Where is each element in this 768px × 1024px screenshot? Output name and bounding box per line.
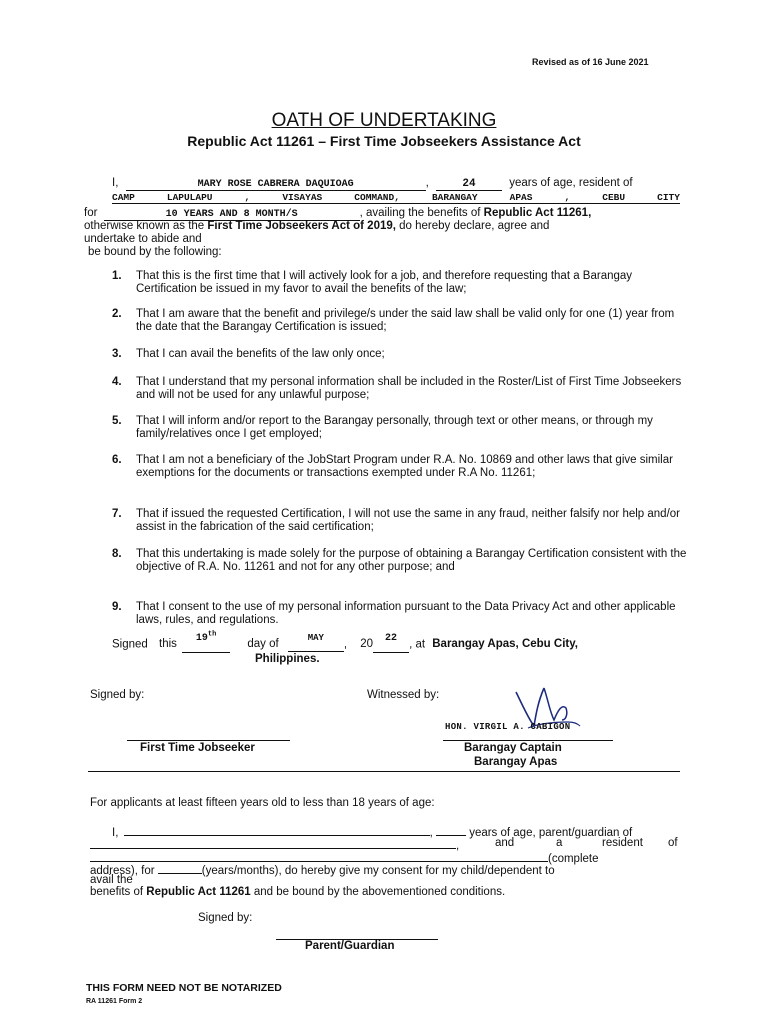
undertaking-item	[112, 308, 682, 333]
minor-heading: For applicants at least fifteen years old to less than 18 years of age:	[90, 797, 435, 809]
section-divider	[88, 771, 680, 772]
jobseeker-signature-line	[127, 740, 290, 741]
signed-word: Signed	[112, 638, 148, 651]
dependent-address-field	[90, 850, 548, 862]
addr-word: LAPULAPU	[166, 192, 213, 203]
captain-label: Barangay Captain	[464, 742, 562, 754]
item-text: That I am aware that the benefit and privilege/s under the said law shall be valid only for one (1) year from the date that the Barangay Certification is issued;	[136, 308, 675, 333]
revised-date: Revised as of 16 June 2021	[532, 57, 649, 67]
minor-duration-field	[158, 862, 202, 874]
intro-i: I,	[112, 177, 119, 189]
item-number: 6.	[112, 454, 122, 466]
minor-address: address), for	[90, 865, 155, 877]
minor-line-2: , and a resident of	[90, 837, 680, 852]
item-text: That this undertaking is made solely for the purpose of obtaining a Barangay Certification consistent with the objective of R.A. No. 11261 and not for any other purpose; and	[136, 548, 687, 573]
addr-word: BARANGAY	[431, 192, 478, 203]
notarized-note: THIS FORM NEED NOT BE NOTARIZED	[86, 982, 282, 994]
addr-word: CAMP	[112, 192, 135, 203]
undertaking-item	[112, 270, 682, 295]
undertaking-item	[112, 548, 687, 573]
intro-otherwise: otherwise known as the	[84, 220, 205, 232]
item-number: 2.	[112, 308, 122, 320]
item-number: 5.	[112, 415, 122, 427]
minor-line-1: I, , years of age, parent/guardian of	[112, 824, 632, 839]
witnessed-by-label: Witnessed by:	[367, 689, 440, 701]
item-text: That I am not a beneficiary of the JobStart Program under R.A. No. 10869 and other laws that give similar exemptions for the documents or transactions exempted under R.A No. 11261;	[136, 454, 673, 479]
residency-duration-field: 10 YEARS AND 8 MONTH/S	[104, 209, 360, 221]
item-number: 9.	[112, 601, 122, 613]
signed-day-field	[182, 631, 230, 653]
intro-line-6: be bound by the following:	[88, 246, 222, 258]
year-prefix: 20	[360, 638, 374, 651]
signed-year-field	[373, 633, 409, 653]
minor-signed-by-label: Signed by:	[198, 912, 253, 924]
guardian-name-field	[124, 824, 430, 836]
minor-and: and	[495, 837, 515, 849]
month-comma: ,	[343, 638, 348, 651]
item-number: 4.	[112, 376, 122, 388]
minor-consent: (years/months), do hereby give my consent for my child/dependent to	[201, 865, 555, 877]
addr-word: ,	[564, 192, 571, 203]
signed-place: Barangay Apas, Cebu City,	[432, 638, 578, 651]
signed-year-value: 22	[385, 633, 398, 645]
minor-line-5: avail the	[90, 874, 133, 886]
signed-day-value	[196, 633, 216, 644]
undertaking-item	[112, 601, 682, 626]
undertaking-item	[112, 348, 682, 361]
minor-l1-suffix: years of age, parent/guardian of	[469, 827, 633, 839]
addr-word: CEBU	[602, 192, 626, 203]
addr-word: CITY	[657, 192, 680, 203]
intro-comma: ,	[425, 177, 429, 189]
intro-line-4	[84, 220, 549, 232]
undertaking-item	[112, 376, 682, 401]
applicant-name-field: MARY ROSE CABRERA DAQUIOAG	[126, 179, 426, 191]
dependent-name-field	[90, 837, 456, 849]
intro-ra: Republic Act 11261,	[483, 207, 592, 219]
addr-word: ,	[244, 192, 251, 203]
this-word: this	[159, 638, 177, 651]
item-text: That if issued the requested Certification, I will not use the same in any fraud, neither falsify nor help and/or assist in the fabrication of the said certification;	[136, 508, 680, 533]
item-text: That this is the first time that I will actively look for a job, and therefore requesting that a Barangay Certification be issued in my favor to avail the benefits of the law;	[136, 270, 633, 295]
day-suffix: th	[207, 631, 217, 639]
undertaking-item	[112, 415, 682, 440]
minor-resident: resident	[602, 837, 643, 849]
minor-of: of	[668, 837, 678, 849]
minor-ra: Republic Act 11261	[146, 886, 251, 898]
item-number: 3.	[112, 348, 122, 360]
addr-word: COMMAND,	[354, 192, 400, 203]
guardian-age-field	[436, 824, 466, 836]
addr-word: APAS	[509, 192, 533, 203]
applicant-age-field: 24	[436, 178, 502, 191]
barangay-label: Barangay Apas	[474, 756, 558, 768]
addr-word: VISAYAS	[282, 192, 323, 203]
item-text: That I consent to the use of my personal information pursuant to the Data Privacy Act and other applicable laws, rules, and regulations.	[136, 601, 676, 626]
signed-month-field	[288, 633, 344, 652]
intro-availing: , availing the benefits of	[359, 207, 481, 219]
minor-a: a	[556, 837, 563, 849]
signed-by-label: Signed by:	[90, 689, 145, 701]
item-text: That I can avail the benefits of the law only once;	[136, 348, 385, 360]
intro-declare: do hereby declare, agree and	[399, 220, 550, 232]
day-number: 19	[195, 633, 208, 645]
item-text: That I understand that my personal information shall be included in the Roster/List of First Time Jobseekers and will not be used for any unlawful purpose;	[136, 376, 682, 401]
minor-i: I,	[112, 827, 119, 839]
page-subtitle: Republic Act 11261 – First Time Jobseekers Assistance Act	[187, 133, 581, 149]
undertaking-item	[112, 508, 682, 533]
intro-act: First Time Jobseekers Act of 2019,	[207, 220, 396, 232]
captain-name: HON. VIRGIL A. CABIGON	[445, 722, 571, 732]
minor-bound: and be bound by the abovementioned conditions.	[253, 886, 506, 898]
day-of-word: day of	[247, 638, 279, 651]
captain-signature-line	[443, 740, 613, 741]
intro-age-suffix: years of age, resident of	[509, 177, 633, 189]
intro-for: for	[84, 207, 98, 219]
minor-line-6	[90, 886, 505, 898]
page-title: OATH OF UNDERTAKING	[271, 110, 497, 131]
intro-line-5: undertake to abide and	[84, 233, 202, 245]
signed-country: Philippines.	[255, 653, 320, 665]
applicant-address-field	[112, 192, 680, 204]
minor-line-4	[90, 862, 555, 877]
item-number: 7.	[112, 508, 122, 520]
intro-line-3	[84, 207, 591, 221]
parent-label: Parent/Guardian	[305, 940, 395, 952]
form-code: RA 11261 Form 2	[86, 998, 143, 1005]
item-number: 8.	[112, 548, 122, 560]
item-text: That I will inform and/or report to the Barangay personally, through text or other means, or through my family/relatives once I get employed;	[136, 415, 653, 440]
undertaking-item	[112, 454, 682, 479]
minor-benefits: benefits of	[90, 886, 144, 898]
signed-month-value: MAY	[307, 633, 324, 644]
item-number: 1.	[112, 270, 122, 282]
jobseeker-label: First Time Jobseeker	[140, 742, 255, 754]
at-word: , at	[409, 638, 426, 651]
signed-date-line	[112, 631, 578, 652]
minor-complete: (complete	[548, 853, 599, 865]
intro-line-1	[112, 177, 633, 191]
